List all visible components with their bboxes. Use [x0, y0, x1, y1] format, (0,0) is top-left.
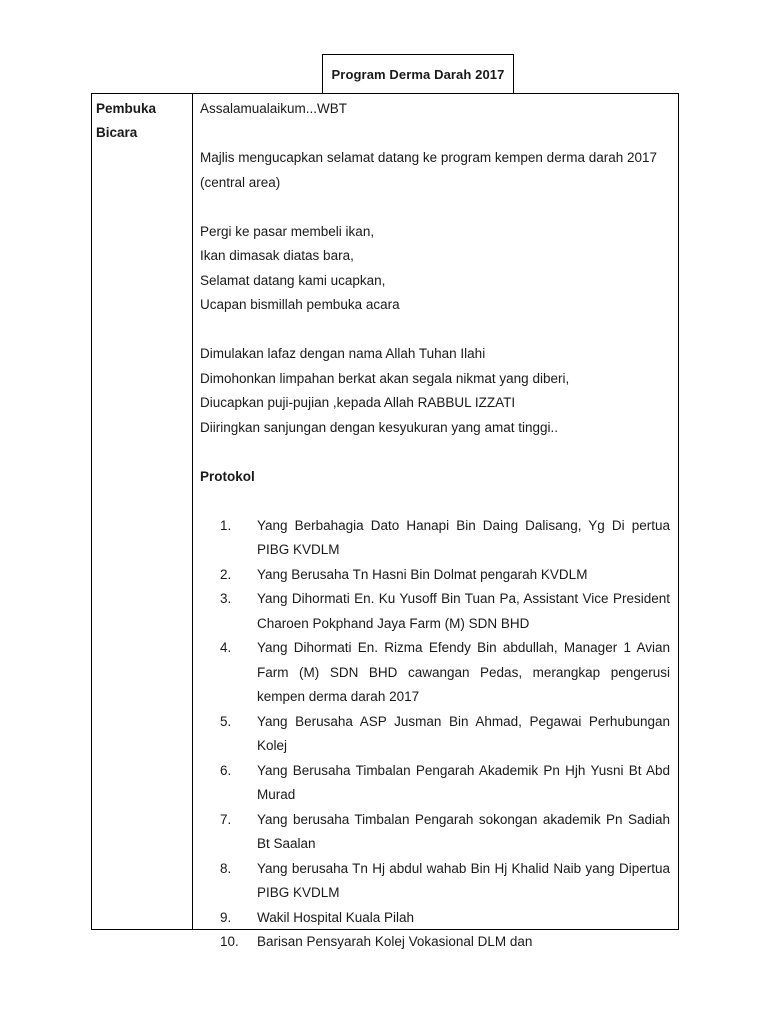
pantun-2-line: Dimulakan lafaz dengan nama Allah Tuhan Ilahi [200, 346, 486, 361]
item-text: Yang Berusaha ASP Jusman Bin Ahmad, Pegawai Perhubungan Kolej [257, 713, 670, 753]
item-text: Barisan Pensyarah Kolej Vokasional DLM dan [257, 934, 533, 949]
section-label-cell [92, 94, 193, 929]
script-table [91, 93, 679, 949]
item-text: Yang Berusaha Timbalan Pengarah Akademik Pn Hjh Yusni Bt Abd Murad [257, 762, 670, 802]
protocol-item [200, 710, 670, 759]
item-text: Yang Berbahagia Dato Hanapi Bin Daing Dalisang, Yg Di pertua PIBG KVDLM [257, 517, 670, 557]
item-number: 1. [220, 517, 232, 533]
pantun-verse-2 [200, 342, 670, 440]
welcome-text: Majlis mengucapkan selamat datang ke program kempen derma darah 2017 (central area) [200, 150, 658, 190]
protocol-item [200, 808, 670, 857]
protocol-item [200, 906, 670, 931]
pantun-2-line: Diucapkan puji-pujian ,kepada Allah RABBUL IZZATI [200, 395, 516, 410]
section-label-line-1: Pembuka [96, 101, 157, 116]
item-number: 6. [220, 762, 232, 778]
item-number: 2. [220, 566, 232, 582]
pantun-1-line: Ikan dimasak diatas bara, [200, 248, 354, 263]
greeting-text: Assalamualaikum...WBT [200, 101, 348, 116]
item-text: Yang Berusaha Tn Hasni Bin Dolmat pengarah KVDLM [257, 566, 588, 582]
protocol-item [200, 930, 670, 955]
document-title: Program Derma Darah 2017 [322, 54, 514, 93]
item-number: 10. [220, 934, 239, 949]
protocol-item [200, 514, 670, 563]
item-text: Yang berusaha Tn Hj abdul wahab Bin Hj Khalid Naib yang Dipertua PIBG KVDLM [257, 860, 670, 900]
protocol-item [200, 563, 670, 588]
item-text: Yang berusaha Timbalan Pengarah sokongan akademik Pn Sadiah Bt Saalan [257, 811, 670, 851]
item-number: 5. [220, 713, 232, 729]
item-text: Wakil Hospital Kuala Pilah [257, 909, 415, 925]
section-label-line-2: Bicara [96, 125, 138, 140]
item-number: 8. [220, 860, 232, 876]
pantun-verse-1 [200, 220, 670, 318]
item-number: 4. [220, 640, 232, 655]
pantun-1-line: Selamat datang kami ucapkan, [200, 272, 386, 288]
protocol-item [200, 636, 670, 710]
protocol-list [200, 514, 670, 955]
pantun-1-line: Pergi ke pasar membeli ikan, [200, 223, 375, 239]
item-number: 7. [220, 811, 232, 827]
script-content-cell [193, 94, 678, 949]
item-number: 9. [220, 909, 232, 925]
protocol-item [200, 587, 670, 636]
protocol-heading: Protokol [200, 468, 255, 484]
pantun-1-line: Ucapan bismillah pembuka acara [200, 297, 400, 312]
item-text: Yang Dihormati En. Rizma Efendy Bin abdullah, Manager 1 Avian Farm (M) SDN BHD cawangan Pedas, merangkap pengerusi kempen derma darah 2017 [257, 640, 670, 704]
pantun-2-line: Diiringkan sanjungan dengan kesyukuran yang amat tinggi.. [200, 419, 558, 435]
protocol-item [200, 857, 670, 906]
pantun-2-line: Dimohonkan limpahan berkat akan segala nikmat yang diberi, [200, 370, 570, 386]
item-number: 3. [220, 591, 232, 606]
protocol-item [200, 759, 670, 808]
item-text: Yang Dihormati En. Ku Yusoff Bin Tuan Pa, Assistant Vice President Charoen Pokphand Jaya Farm (M) SDN BHD [257, 591, 670, 631]
